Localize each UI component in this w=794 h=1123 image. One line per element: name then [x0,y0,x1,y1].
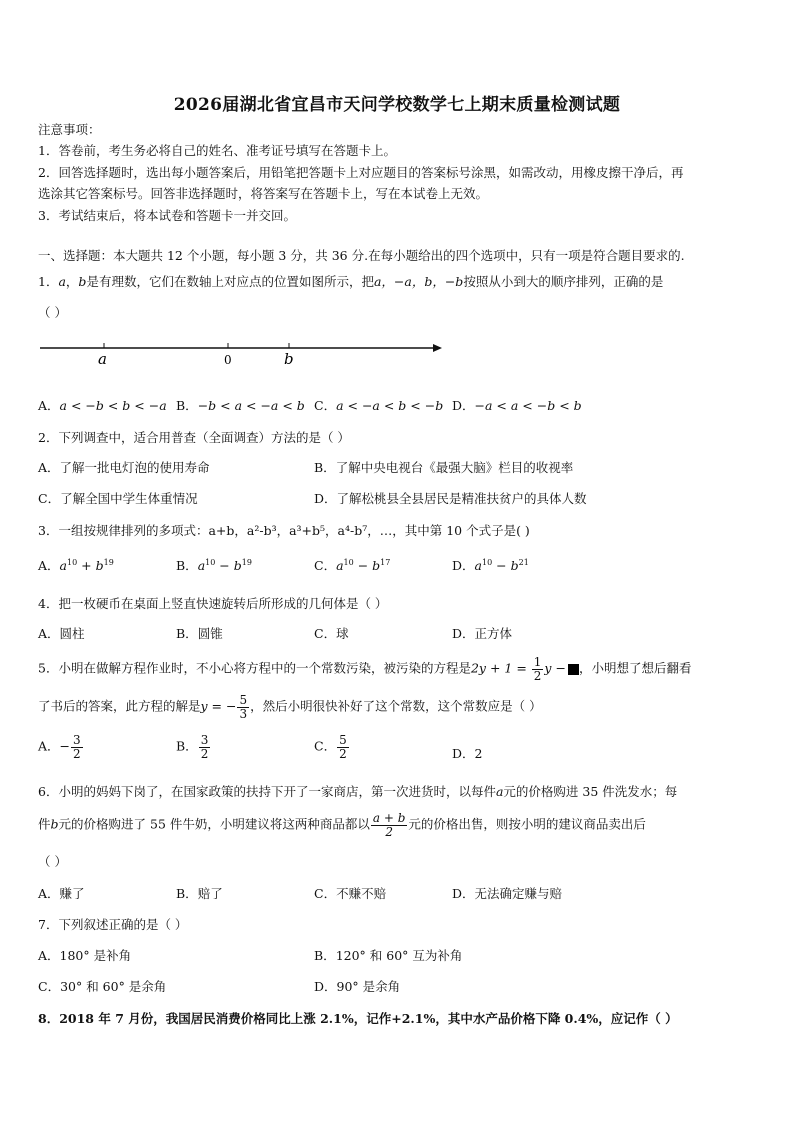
option-text: a < −b < b < −a [59,398,167,413]
option-text: 90° 是余角 [336,979,401,994]
label-zero: 0 [224,353,232,367]
question-4-stem: 4．把一枚硬币在桌面上竖直快速旋转后所形成的几何体是（ ） [38,596,388,611]
q1-option-a[interactable] [38,396,167,414]
q6-option-d[interactable] [452,884,562,902]
option-text: −a < a < −b < b [474,398,582,413]
option-text: 球 [336,626,349,641]
option-text: 赔了 [197,886,223,901]
q4-option-d[interactable] [452,624,512,642]
option-text: 30° 和 60° 是余角 [60,979,167,994]
option-letter: B． [176,738,198,754]
q5-equation-right: y − [544,660,566,676]
option-text: 120° 和 60° 互为补角 [335,948,463,963]
q5-stem-text-3: 了书后的答案，此方程的解是 [38,698,201,714]
q2-option-d[interactable] [314,489,587,507]
option-fraction [199,734,211,760]
q1-answer-paren: （ ） [38,305,67,320]
q7-option-b[interactable] [314,946,462,964]
q5-equation-left: 2y + 1 = [470,660,531,676]
q2-option-a[interactable] [38,458,210,476]
option-base: b [95,558,104,573]
option-text: a < −a < b < −b [336,398,444,413]
q5-stem-text: 5．小明在做解方程作业时，不小心将方程中的一个常数污染，被污染的方程是 [38,660,471,676]
question-3-stem: 3．一组按规律排列的多项式：a+b，a²-b³，a³+b⁵，a⁴-b⁷，…，其中第 10 个式子是( ) [38,523,530,538]
option-text: 了解一批电灯泡的使用寿命 [59,460,210,475]
option-letter: A． [38,460,60,475]
q1-stem-end: 按照从小到大的顺序排列，正确的是 [463,274,664,289]
q6-stem-text-5: 元的价格出售，则按小明的建议商品卖出后 [408,816,646,832]
q3-option-c[interactable] [314,556,390,574]
option-text: 圆柱 [59,626,85,641]
question-5-stem-line1 [38,656,691,682]
q7-option-d[interactable] [314,977,400,995]
fraction-numerator: 3 [73,733,81,747]
option-letter: C． [314,558,337,573]
option-text: 了解中央电视台《最强大脑》栏目的收视率 [335,460,574,475]
q5-stem-text-4: ，然后小明很快补好了这个常数，这个常数应是（ ） [250,698,542,714]
q6-stem-text-2: 元的价格购进 35 件洗发水；每 [503,784,678,799]
option-exp: 10 [343,557,354,567]
option-letter: A． [38,886,60,901]
q3-option-a[interactable] [38,556,114,574]
option-op: − [492,558,511,573]
q2-option-b[interactable] [314,458,573,476]
option-letter: A． [38,738,60,754]
notice-item-3: 3．考试结束后，将本试卷和答题卡一并交回。 [38,208,296,223]
q5-option-d[interactable] [452,744,482,762]
option-base: b [510,558,519,573]
q6-var-a: a [495,784,504,799]
q5-solution-fraction [237,694,249,720]
q6-stem-text-4: 元的价格购进了 55 件牛奶，小明建议将这两种商品都以 [58,816,370,832]
option-exp: 21 [518,557,529,567]
option-letter: A． [38,626,60,641]
option-text: 圆锥 [197,626,223,641]
option-letter: B． [314,460,336,475]
q6-stem-text: 6．小明的妈妈下岗了，在国家政策的扶持下开了一家商店，第一次进货时，以每件 [38,784,496,799]
option-letter: D． [314,979,337,994]
fraction-denominator: 2 [200,746,209,761]
option-text: 不赚不赔 [336,886,387,901]
q6-option-c[interactable] [314,884,386,902]
q5-option-c[interactable] [314,734,350,760]
q1-option-d[interactable] [452,396,582,414]
option-text: 了解松桃县全县居民是精准扶贫户的具体人数 [336,491,587,506]
q1-stem-text: 是有理数，它们在数轴上对应点的位置如图所示，把 [86,274,374,289]
q6-price-fraction [371,812,408,838]
option-letter: C． [314,738,337,754]
option-letter: C． [38,491,61,506]
q5-equation-fraction [532,656,544,682]
option-base: a [336,558,344,573]
option-exp: 10 [205,557,216,567]
q2-option-c[interactable] [38,489,198,507]
option-text: 2 [474,746,483,761]
option-text: 赚了 [59,886,85,901]
option-letter: C． [314,886,337,901]
smudge-block-icon [568,664,579,675]
number-line-arrow [433,344,442,352]
fraction-numerator: 3 [200,733,209,747]
q5-stem-text-2: ，小明想了想后翻看 [578,660,692,676]
question-6-stem-line2 [38,812,646,838]
q5-solution-left: y = − [200,698,237,714]
option-op: + [77,558,96,573]
section-heading: 一、选择题：本大题共 12 个小题，每小题 3 分，共 36 分.在每小题给出的四个选项中，只有一项是符合题目要求的. [38,248,685,263]
label-a: a [98,350,107,368]
option-base: b [233,558,242,573]
option-base: a [197,558,206,573]
question-5-stem-line2 [38,694,542,720]
option-letter: C． [314,398,337,413]
option-letter: D． [314,491,337,506]
option-letter: D． [452,398,475,413]
option-op: − [353,558,373,573]
option-fraction [71,734,83,760]
q3-option-b[interactable] [176,556,252,574]
fraction-denominator: 3 [239,706,248,721]
q1-var-a: a [58,274,66,289]
option-exp: 19 [241,557,252,567]
fraction-numerator: 5 [239,693,248,707]
option-base: b [372,558,381,573]
number-line [38,336,448,368]
q6-stem-text-3: 件 [38,816,51,832]
option-letter: A． [38,948,60,963]
label-b: b [284,350,294,368]
question-8-stem: 8．2018 年 7 月份，我国居民消费价格同比上涨 2.1%，记作+2.1%，其中水产品价格下降 0.4%，应记作（ ） [38,1011,678,1026]
option-text: 180° 是补角 [59,948,132,963]
notice-heading: 注意事项： [38,122,101,137]
fraction-denominator: 2 [73,746,81,761]
option-letter: B． [176,626,198,641]
q1-number: 1． [38,274,59,289]
option-exp: 10 [66,557,78,567]
fraction-numerator: a + b [372,811,406,825]
option-fraction [337,734,349,760]
q6-var-b: b [50,816,59,832]
fraction-denominator: 2 [533,668,542,683]
notice-item-1: 1．答卷前，考生务必将自己的姓名、准考证号填写在答题卡上。 [38,143,396,158]
option-letter: D． [452,558,475,573]
q5-option-a[interactable] [38,734,84,760]
option-letter: C． [38,979,61,994]
fraction-denominator: 2 [385,824,393,839]
option-text: 了解全国中学生体重情况 [60,491,198,506]
option-text: 无法确定赚与赔 [474,886,563,901]
page-title: 2026届湖北省宜昌市天问学校数学七上期末质量检测试题 [173,95,621,115]
option-base: a [474,558,482,573]
fraction-numerator: 5 [339,733,347,747]
option-exp: 19 [103,557,114,567]
option-letter: B． [176,398,198,413]
question-7-stem: 7．下列叙述正确的是（ ） [38,917,188,932]
q1-comma: ， [65,274,79,289]
option-text: −b < a < −a < b [197,398,305,413]
q4-option-b[interactable] [176,624,223,642]
q1-list: a，−a，b，−b [373,274,464,289]
q4-option-a[interactable] [38,624,85,642]
option-letter: D． [452,626,475,641]
q6-answer-paren: （ ） [38,854,67,869]
q4-option-c[interactable] [314,624,349,642]
question-2-stem: 2．下列调查中，适合用普查（全面调查）方法的是（ ） [38,430,350,445]
fraction-numerator: 1 [533,655,542,669]
option-exp: 10 [481,557,493,567]
option-letter: B． [176,558,198,573]
option-sign: − [59,738,71,754]
option-letter: A． [38,558,60,573]
notice-item-2-cont: 选涂其它答案标号。回答非选择题时，将答案写在答题卡上，写在本试卷上无效。 [38,186,489,201]
option-base: a [59,558,67,573]
q5-option-b[interactable] [176,734,211,760]
fraction-denominator: 2 [339,746,347,761]
q1-option-b[interactable] [176,396,305,414]
question-1-stem [38,272,663,290]
q7-option-c[interactable] [38,977,166,995]
q6-option-a[interactable] [38,884,85,902]
q3-option-d[interactable] [452,556,529,574]
option-letter: B． [314,948,336,963]
option-letter: D． [452,886,475,901]
option-text: 正方体 [474,626,513,641]
question-6-stem-line1 [38,782,677,800]
option-letter: A． [38,398,60,413]
option-letter: B． [176,886,198,901]
q1-option-c[interactable] [314,396,443,414]
option-letter: C． [314,626,337,641]
q7-option-a[interactable] [38,946,131,964]
q6-option-b[interactable] [176,884,223,902]
q1-var-b: b [78,274,87,289]
option-op: − [215,558,234,573]
notice-item-2: 2．回答选择题时，选出每小题答案后，用铅笔把答题卡上对应题目的答案标号涂黑，如需改动，用橡皮擦干净后，再 [38,165,684,180]
option-exp: 17 [380,557,391,567]
option-letter: D． [452,746,475,761]
